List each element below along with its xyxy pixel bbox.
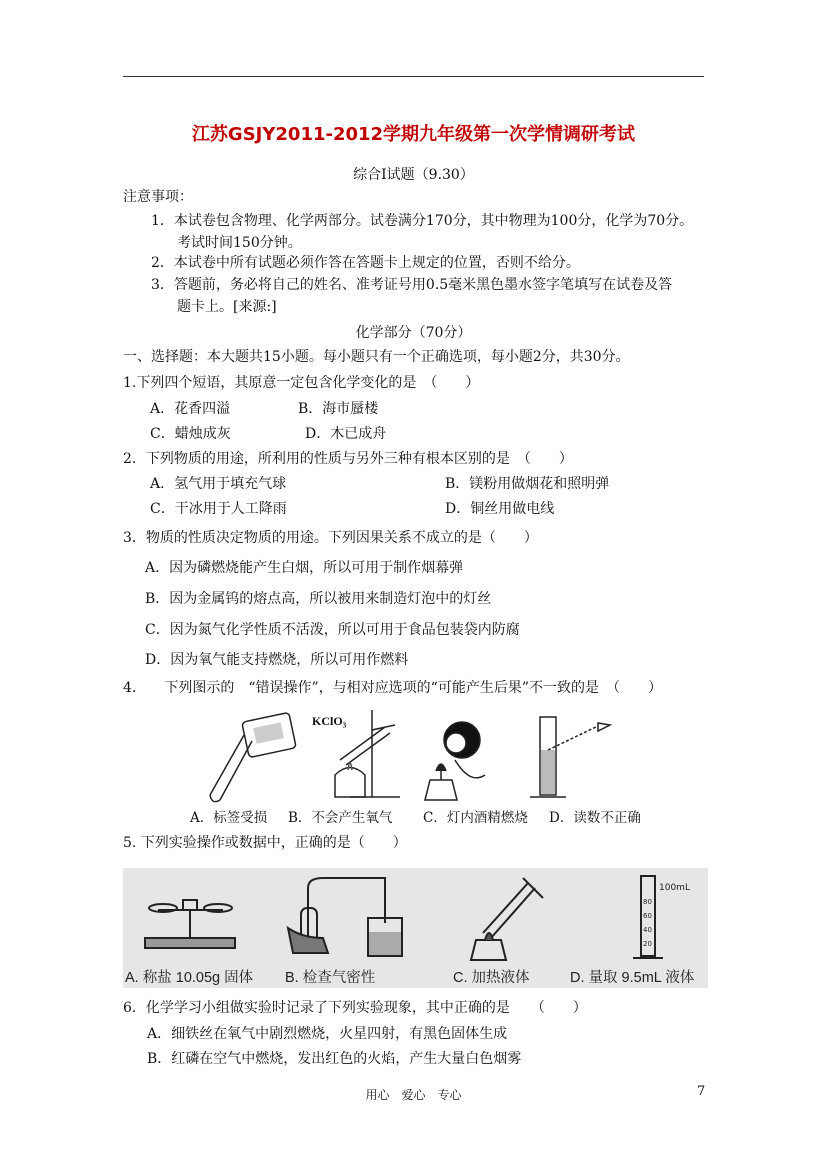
q4-stem: 4. 下列图示的 “错误操作”，与相对应选项的“可能产生后果”不一致的是 （ ） (123, 680, 662, 696)
heating-liquid-icon (471, 878, 543, 960)
q4-figure (200, 705, 670, 805)
pouring-bottle-icon (210, 712, 296, 801)
q1-option-d: D．木已成舟 (305, 426, 387, 442)
notes-heading: 注意事项： (123, 189, 193, 205)
q4-caption-a: A．标签受损 (190, 810, 268, 826)
q3-option-a: A．因为磷燃烧能产生白烟，所以可用于制作烟幕弹 (145, 560, 464, 576)
exam-title: 江苏GSJY2011-2012学期九年级第一次学情调研考试 (191, 124, 636, 145)
q2-stem: 2．下列物质的用途，所利用的性质与另外三种有根本区别的是 （ ） (123, 451, 573, 467)
note-3-cont: 题卡上。[来源:] (177, 299, 277, 315)
note-1-cont: 考试时间150分钟。 (177, 235, 302, 251)
q1-stem: 1.下列四个短语，其原意一定包含化学变化的是 （ ） (123, 375, 480, 391)
cylinder-tick-80: 80 (643, 898, 652, 906)
note-3: 3．答题前，务必将自己的姓名、准考证号用0.5毫米黑色墨水签字笔填写在试卷及答 (151, 277, 673, 293)
note-2: 2．本试卷中所有试题必须作答在答题卡上规定的位置，否则不给分。 (151, 255, 580, 271)
q5-caption-d: D. 量取 9.5mL 液体 (570, 970, 695, 986)
page-number: 7 (697, 1084, 706, 1099)
measuring-cylinder-icon (530, 717, 610, 797)
q3-option-d: D．因为氧气能支持燃烧，所以可用作燃料 (145, 652, 409, 668)
q6-option-a: A．细铁丝在氧气中剧烈燃烧，火星四射，有黑色固体生成 (147, 1026, 508, 1042)
q3-option-c: C．因为氮气化学性质不活泼，所以可用于食品包装袋内防腐 (145, 622, 520, 638)
q4-caption-c: C．灯内酒精燃烧 (423, 810, 528, 826)
q5-caption-b: B. 检查气密性 (285, 970, 376, 986)
q1-option-c: C．蜡烛成灰 (150, 426, 231, 442)
q5-stem: 5. 下列实验操作或数据中，正确的是（ ） (123, 835, 407, 851)
cylinder-tick-40: 40 (643, 926, 652, 934)
part-instructions: 一、选择题：本大题共15小题。每小题只有一个正确选项，每小题2分，共30分。 (123, 349, 630, 365)
cylinder-tick-60: 60 (643, 912, 652, 920)
cylinder-capacity-label: 100mL (659, 883, 690, 893)
cylinder-tick-20: 20 (643, 940, 652, 948)
q2-option-d: D．铜丝用做电线 (445, 501, 555, 517)
page-footer: 用心 爱心 专心 (365, 1088, 462, 1102)
kclo3-label: KClO₃ (312, 714, 347, 728)
q5-caption-c: C. 加热液体 (453, 970, 530, 986)
q2-option-c: C．干冰用于人工降雨 (150, 501, 287, 517)
q2-option-b: B．镁粉用做烟花和照明弹 (445, 476, 610, 492)
q1-option-a: A．花香四溢 (150, 401, 231, 417)
q2-option-a: A．氢气用于填充气球 (150, 476, 287, 492)
q3-stem: 3．物质的性质决定物质的用途。下列因果关系不成立的是（ ） (123, 530, 538, 546)
balance-scale-icon (145, 900, 235, 948)
alcohol-lamp-girl-icon (425, 722, 485, 800)
q4-caption-b: B．不会产生氧气 (288, 810, 393, 826)
header-rule (123, 76, 704, 77)
q3-option-b: B．因为金属钨的熔点高，所以被用来制造灯泡中的灯丝 (145, 591, 492, 607)
q6-stem: 6．化学学习小组做实验时记录了下列实验现象，其中正确的是 （ ） (123, 1000, 587, 1016)
airtightness-check-icon (288, 878, 402, 956)
q5-caption-a: A. 称盐 10.05g 固体 (125, 970, 254, 986)
q6-option-b: B．红磷在空气中燃烧，发出红色的火焰，产生大量白色烟雾 (147, 1051, 522, 1067)
q5-figure (123, 868, 708, 988)
section-title: 化学部分（70分） (355, 325, 472, 341)
exam-subtitle: 综合Ⅰ试题（9.30） (353, 167, 474, 183)
q4-caption-d: D．读数不正确 (549, 810, 641, 826)
note-1: 1．本试卷包含物理、化学两部分。试卷满分170分，其中物理为100分，化学为70分。 (151, 213, 694, 229)
q1-option-b: B．海市蜃楼 (298, 401, 379, 417)
